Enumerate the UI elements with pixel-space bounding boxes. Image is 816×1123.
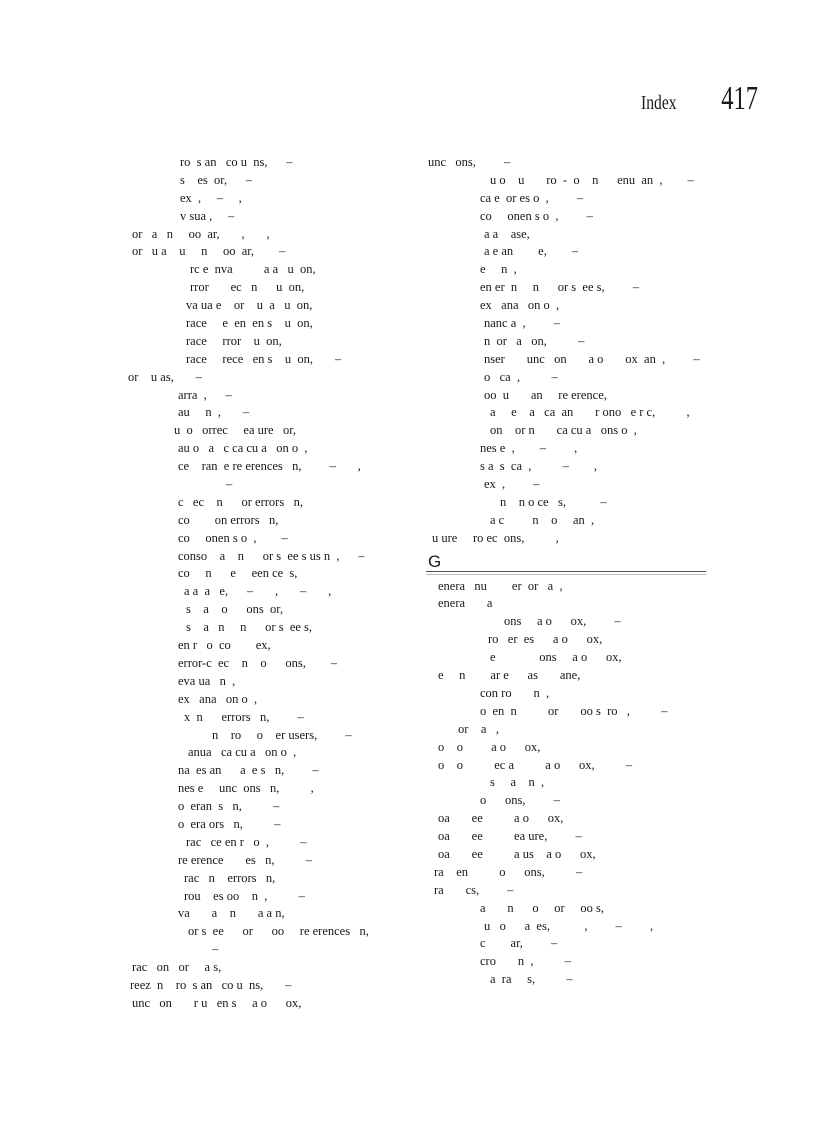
- index-entry: oa ee a us a o ox,: [438, 846, 596, 861]
- index-entry: e n ,: [480, 262, 517, 277]
- index-entry: ons a o ox, –: [504, 614, 621, 629]
- index-entry: oa ee a o ox,: [438, 811, 564, 826]
- index-entry: s a o ons or,: [186, 602, 284, 617]
- index-entry: error-c ec n o ons, –: [178, 655, 338, 670]
- index-entry: o ons, –: [480, 793, 560, 808]
- index-entry: n n o ce s, –: [500, 494, 607, 509]
- index-entry: o o ec a a o ox, –: [438, 757, 633, 772]
- index-entry: co onen s o , –: [178, 530, 288, 545]
- index-entry: va a n a a n,: [178, 906, 285, 921]
- index-entry: o eran s n, –: [178, 799, 280, 814]
- index-entry: n ro o er users, –: [212, 727, 352, 742]
- index-entry: on or n ca cu a ons o ,: [490, 423, 637, 438]
- index-entry: o ca , –: [484, 369, 558, 384]
- index-entry: ex , –: [484, 477, 540, 492]
- index-entry: race e en en s u on,: [186, 316, 313, 331]
- index-entry: c ec n or errors n,: [178, 494, 303, 509]
- index-entry: ca e or es o , –: [480, 190, 584, 205]
- index-entry: rac on or a s,: [132, 960, 222, 975]
- index-entry: x n errors n, –: [184, 709, 304, 724]
- index-entry: a c n o an ,: [490, 512, 595, 527]
- index-entry: rror ec n u on,: [190, 280, 305, 295]
- index-entry: anua ca cu a on o ,: [188, 745, 297, 760]
- index-entry: u o a es, , – ,: [484, 918, 654, 933]
- index-entry: conso a n or s ee s us n , –: [178, 548, 365, 563]
- index-entry: o en n or oo s ro , –: [480, 703, 668, 718]
- index-entry: nser unc on a o ox an , –: [484, 351, 700, 366]
- index-entry: ro er es a o ox,: [488, 632, 603, 647]
- index-entry: ex ana on o ,: [480, 298, 560, 313]
- index-entry: nes e unc ons n, ,: [178, 781, 314, 796]
- index-entry: enera nu er or a ,: [438, 578, 563, 593]
- index-entry: e ons a o ox,: [490, 650, 622, 665]
- index-entry: –: [212, 942, 219, 957]
- header-word: Index: [641, 92, 677, 114]
- index-entry: s a n n or s ee s,: [186, 620, 313, 635]
- index-entry: a e an e, –: [484, 244, 579, 259]
- index-entry: co onen s o , –: [480, 208, 593, 223]
- index-entry: ro s an co u ns, –: [180, 155, 293, 169]
- section-heading-g: G: [428, 551, 442, 571]
- index-entry: oo u an re erence,: [484, 387, 607, 402]
- index-entry: au n , –: [178, 405, 250, 420]
- index-entry: re erence es n, –: [178, 852, 312, 867]
- index-entry: en r o co ex,: [178, 638, 271, 653]
- index-entries-g: [428, 578, 708, 989]
- index-entry: arra , –: [178, 387, 232, 402]
- index-entry: or u as, –: [128, 369, 202, 384]
- index-entry: rac n errors n,: [184, 870, 276, 885]
- index-entry: o o a o ox,: [438, 739, 541, 754]
- index-entry: ex ana on o ,: [178, 691, 258, 706]
- index-entry: rc e nva a a u on,: [190, 262, 316, 277]
- index-entry: enera a: [438, 596, 493, 611]
- index-entry: co n e een ce s,: [178, 566, 298, 581]
- index-entry: or a ,: [458, 721, 499, 736]
- index-entry: rac ce en r o , –: [186, 834, 307, 849]
- index-entry: ra cs, –: [434, 882, 514, 897]
- index-entry: a a a e, – , – ,: [184, 584, 332, 599]
- index-entry: oa ee ea ure, –: [438, 829, 582, 844]
- index-entry: n or a on, –: [484, 333, 585, 348]
- index-entry: a e a ca an r ono e r c, ,: [490, 405, 690, 420]
- index-entry: con ro n ,: [480, 685, 550, 700]
- index-entry: en er n n or s ee s, –: [480, 280, 639, 295]
- index-entry: –: [226, 477, 233, 492]
- index-entry: a a ase,: [484, 226, 530, 241]
- index-column-left: [128, 154, 398, 1013]
- index-entry: c ar, –: [480, 936, 558, 951]
- index-entry: va ua e or u a u on,: [186, 298, 313, 313]
- section-rule: [426, 571, 706, 575]
- index-entry: rou es oo n , –: [184, 888, 305, 903]
- index-entry: race rece en s u on, –: [186, 351, 342, 366]
- index-entry: or s ee or oo re erences n,: [188, 924, 369, 939]
- index-entry: race rror u on,: [186, 333, 282, 348]
- index-entries-f-continued: [428, 154, 708, 548]
- running-header: [631, 80, 758, 118]
- index-entry: o era ors n, –: [178, 816, 281, 831]
- index-entry: au o a c ca cu a on o ,: [178, 441, 308, 456]
- index-entry: ex , – ,: [180, 190, 242, 205]
- index-entry: u o orrec ea ure or,: [174, 423, 297, 438]
- index-entry: co on errors n,: [178, 512, 279, 527]
- index-entry: nanc a , –: [484, 316, 561, 331]
- index-entry: s a n ,: [490, 775, 545, 790]
- index-entry: or a n oo ar, , ,: [132, 226, 270, 241]
- index-entry: cro n , –: [480, 954, 571, 969]
- index-entry: u o u ro - o n enu an , –: [490, 172, 694, 187]
- index-entry: unc on r u en s a o ox,: [132, 995, 302, 1010]
- index-entry: e n ar e as ane,: [438, 668, 581, 683]
- index-column-right: [428, 154, 708, 989]
- index-entry: s es or, –: [180, 172, 253, 187]
- index-entry: s a s ca , – ,: [480, 459, 597, 474]
- index-entry: eva ua n ,: [178, 673, 236, 688]
- index-entry: v sua , –: [180, 208, 235, 223]
- index-entry: a ra s, –: [490, 972, 573, 987]
- index-entry: reez n ro s an co u ns, –: [130, 977, 292, 992]
- index-entry: a n o or oo s,: [480, 900, 604, 915]
- index-entry: ra en o ons, –: [434, 864, 583, 879]
- index-entry: na es an a e s n, –: [178, 763, 319, 778]
- index-entry: nes e , – ,: [480, 441, 578, 456]
- index-entry: unc ons, –: [428, 155, 511, 169]
- index-entry: ce ran e re erences n, – ,: [178, 459, 361, 474]
- index-entry: u ure ro ec ons, ,: [432, 530, 559, 545]
- page-number: 417: [721, 80, 758, 117]
- index-entry: or u a u n oo ar, –: [132, 244, 286, 259]
